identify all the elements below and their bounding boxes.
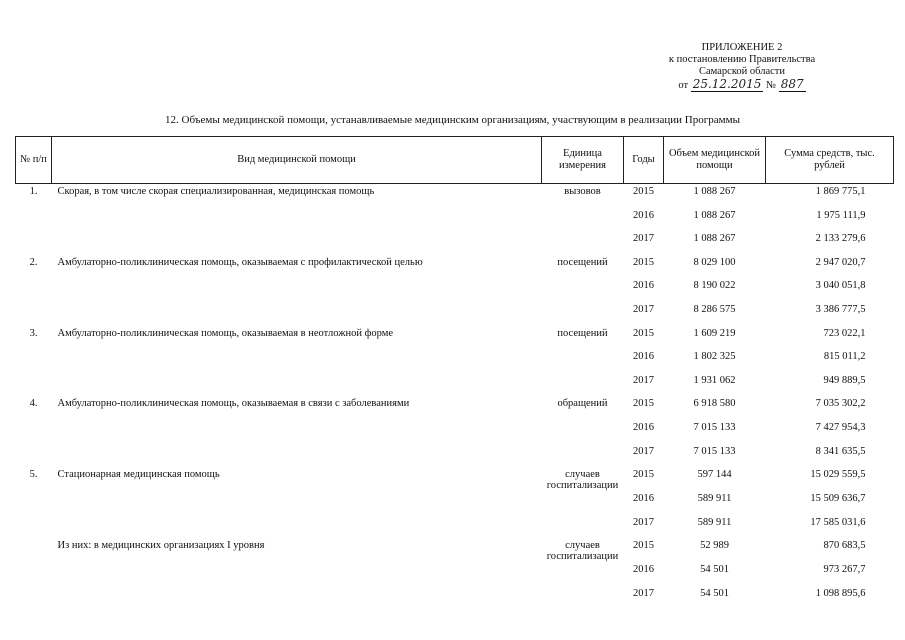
row-unit: вызовов [564,186,601,197]
table-row [16,444,894,468]
table-row [16,562,894,586]
row-kind [52,562,542,586]
row-number [16,444,52,468]
row-kind: Амбулаторно-поликлиническая помощь, оказываемая в связи с заболеваниями [57,398,410,410]
row-number [16,515,52,539]
page-title: 12. Объемы медицинской помощи, устанавливаемые медицинским организациям, участвующим в реализации Программы [165,114,740,126]
row-volume: 54 501 [700,564,729,576]
row-sum: 973 267,7 [823,564,866,576]
appendix-line-region: Самарской области [699,66,785,77]
row-sum: 3 040 051,8 [815,280,866,292]
row-unit [542,586,624,610]
row-volume: 589 911 [697,493,732,505]
row-number [16,420,52,444]
row-sum: 7 427 954,3 [815,421,866,433]
row-volume: 6 918 580 [693,398,736,410]
row-year: 2016 [633,209,654,221]
row-unit [542,491,624,515]
row-volume: 1 088 267 [693,186,736,197]
row-number: 1. [29,186,38,197]
row-volume: 1 802 325 [693,351,736,363]
row-number [16,373,52,397]
table-row [16,373,894,397]
row-sum: 870 683,5 [823,540,866,552]
table-row [16,302,894,326]
header-year: Годы [624,137,664,184]
appendix-number: 887 [780,77,804,91]
row-volume: 52 989 [700,540,729,552]
row-sum: 949 889,5 [823,374,866,386]
row-sum: 1 869 775,1 [815,186,866,197]
row-number [16,562,52,586]
row-year: 2017 [633,445,654,457]
table-body [16,184,894,610]
row-year: 2016 [633,421,654,433]
row-number: 5. [29,469,38,481]
appendix-signature-line [678,78,805,92]
table-row [16,396,894,420]
row-unit [542,302,624,326]
row-volume: 1 931 062 [693,374,736,386]
row-unit: случаев госпитализации [546,469,619,492]
row-unit [542,231,624,255]
row-number [16,491,52,515]
volumes-table [15,136,894,610]
row-volume: 589 911 [697,516,732,528]
row-kind [52,349,542,373]
row-year: 2015 [633,186,654,197]
row-year: 2015 [633,540,654,552]
row-year: 2015 [633,469,654,481]
table-row [16,515,894,539]
row-volume: 1 088 267 [693,209,736,221]
appendix-from: от [678,80,689,91]
table-row [16,184,894,208]
row-kind: Из них: в медицинских организациях I уровня [57,540,265,552]
row-number [16,278,52,302]
row-kind [52,278,542,302]
row-number [16,586,52,610]
row-sum: 7 035 302,2 [815,398,866,410]
row-year: 2017 [633,374,654,386]
row-sum: 15 029 559,5 [810,469,866,481]
row-kind [52,420,542,444]
row-sum: 8 341 635,5 [815,445,866,457]
header-unit: Единица измерения [542,137,624,184]
row-volume: 8 286 575 [693,303,736,315]
row-kind: Скорая, в том числе скорая специализированная, медицинская помощь [57,186,375,197]
row-number: 2. [29,256,38,268]
row-volume: 54 501 [700,587,729,599]
table-row [16,467,894,491]
row-sum: 2 947 020,7 [815,256,866,268]
row-unit [542,208,624,232]
row-unit [542,420,624,444]
row-year: 2017 [633,303,654,315]
row-sum: 723 022,1 [823,327,866,339]
row-kind [52,491,542,515]
row-unit: посещений [557,256,608,268]
row-kind [52,231,542,255]
row-year: 2015 [633,327,654,339]
row-sum: 3 386 777,5 [815,303,866,315]
row-year: 2016 [633,280,654,292]
row-year: 2016 [633,493,654,505]
row-volume: 597 144 [697,469,732,481]
row-kind [52,444,542,468]
header-kind: Вид медицинской помощи [52,137,542,184]
row-year: 2017 [633,516,654,528]
table-row [16,491,894,515]
table-row [16,231,894,255]
row-kind [52,302,542,326]
row-kind [52,373,542,397]
table-row [16,208,894,232]
table-row [16,420,894,444]
row-kind: Стационарная медицинская помощь [57,469,220,481]
row-year: 2017 [633,233,654,245]
table-header-row [16,137,894,184]
row-unit [542,562,624,586]
row-volume: 8 029 100 [693,256,736,268]
row-kind [52,515,542,539]
header-sum: Сумма средств, тыс. рублей [766,137,894,184]
row-kind [52,208,542,232]
table-row [16,326,894,350]
row-number: 4. [29,398,38,410]
row-year: 2016 [633,564,654,576]
row-unit [542,373,624,397]
appendix-block [657,42,827,92]
row-volume: 1 088 267 [693,233,736,245]
header-num: № п/п [16,137,52,184]
row-unit [542,515,624,539]
row-unit [542,349,624,373]
appendix-date: 25.12.2015 [692,77,762,91]
row-sum: 1 098 895,6 [815,587,866,599]
row-number: 3. [29,327,38,339]
row-volume: 8 190 022 [693,280,736,292]
row-unit: обращений [557,398,608,410]
row-year: 2015 [633,398,654,410]
row-kind: Амбулаторно-поликлиническая помощь, оказываемая с профилактической целью [57,256,423,268]
row-sum: 17 585 031,6 [810,516,866,528]
row-sum: 2 133 279,6 [815,233,866,245]
row-year: 2016 [633,351,654,363]
row-kind: Амбулаторно-поликлиническая помощь, оказываемая в неотложной форме [57,327,394,339]
row-number [16,208,52,232]
table-row [16,349,894,373]
table-row [16,586,894,610]
row-number [16,231,52,255]
row-year: 2015 [633,256,654,268]
appendix-title: ПРИЛОЖЕНИЕ 2 [701,42,783,53]
table-row [16,255,894,279]
appendix-line-resolution: к постановлению Правительства [668,54,816,65]
header-volume: Объем медицинской помощи [664,137,766,184]
row-unit: случаев госпитализации [546,540,619,563]
row-volume: 7 015 133 [693,421,736,433]
table-row [16,538,894,562]
table-row [16,278,894,302]
row-sum: 15 509 636,7 [810,493,866,505]
row-number [16,538,52,562]
row-year: 2017 [633,587,654,599]
row-sum: 1 975 111,9 [816,209,866,221]
row-sum: 815 011,2 [823,351,866,363]
row-number [16,349,52,373]
row-volume: 7 015 133 [693,445,736,457]
row-kind [52,586,542,610]
row-unit [542,278,624,302]
row-volume: 1 609 219 [693,327,736,339]
row-unit [542,444,624,468]
row-unit: посещений [557,327,608,339]
appendix-number-sign: № [766,80,777,91]
row-number [16,302,52,326]
